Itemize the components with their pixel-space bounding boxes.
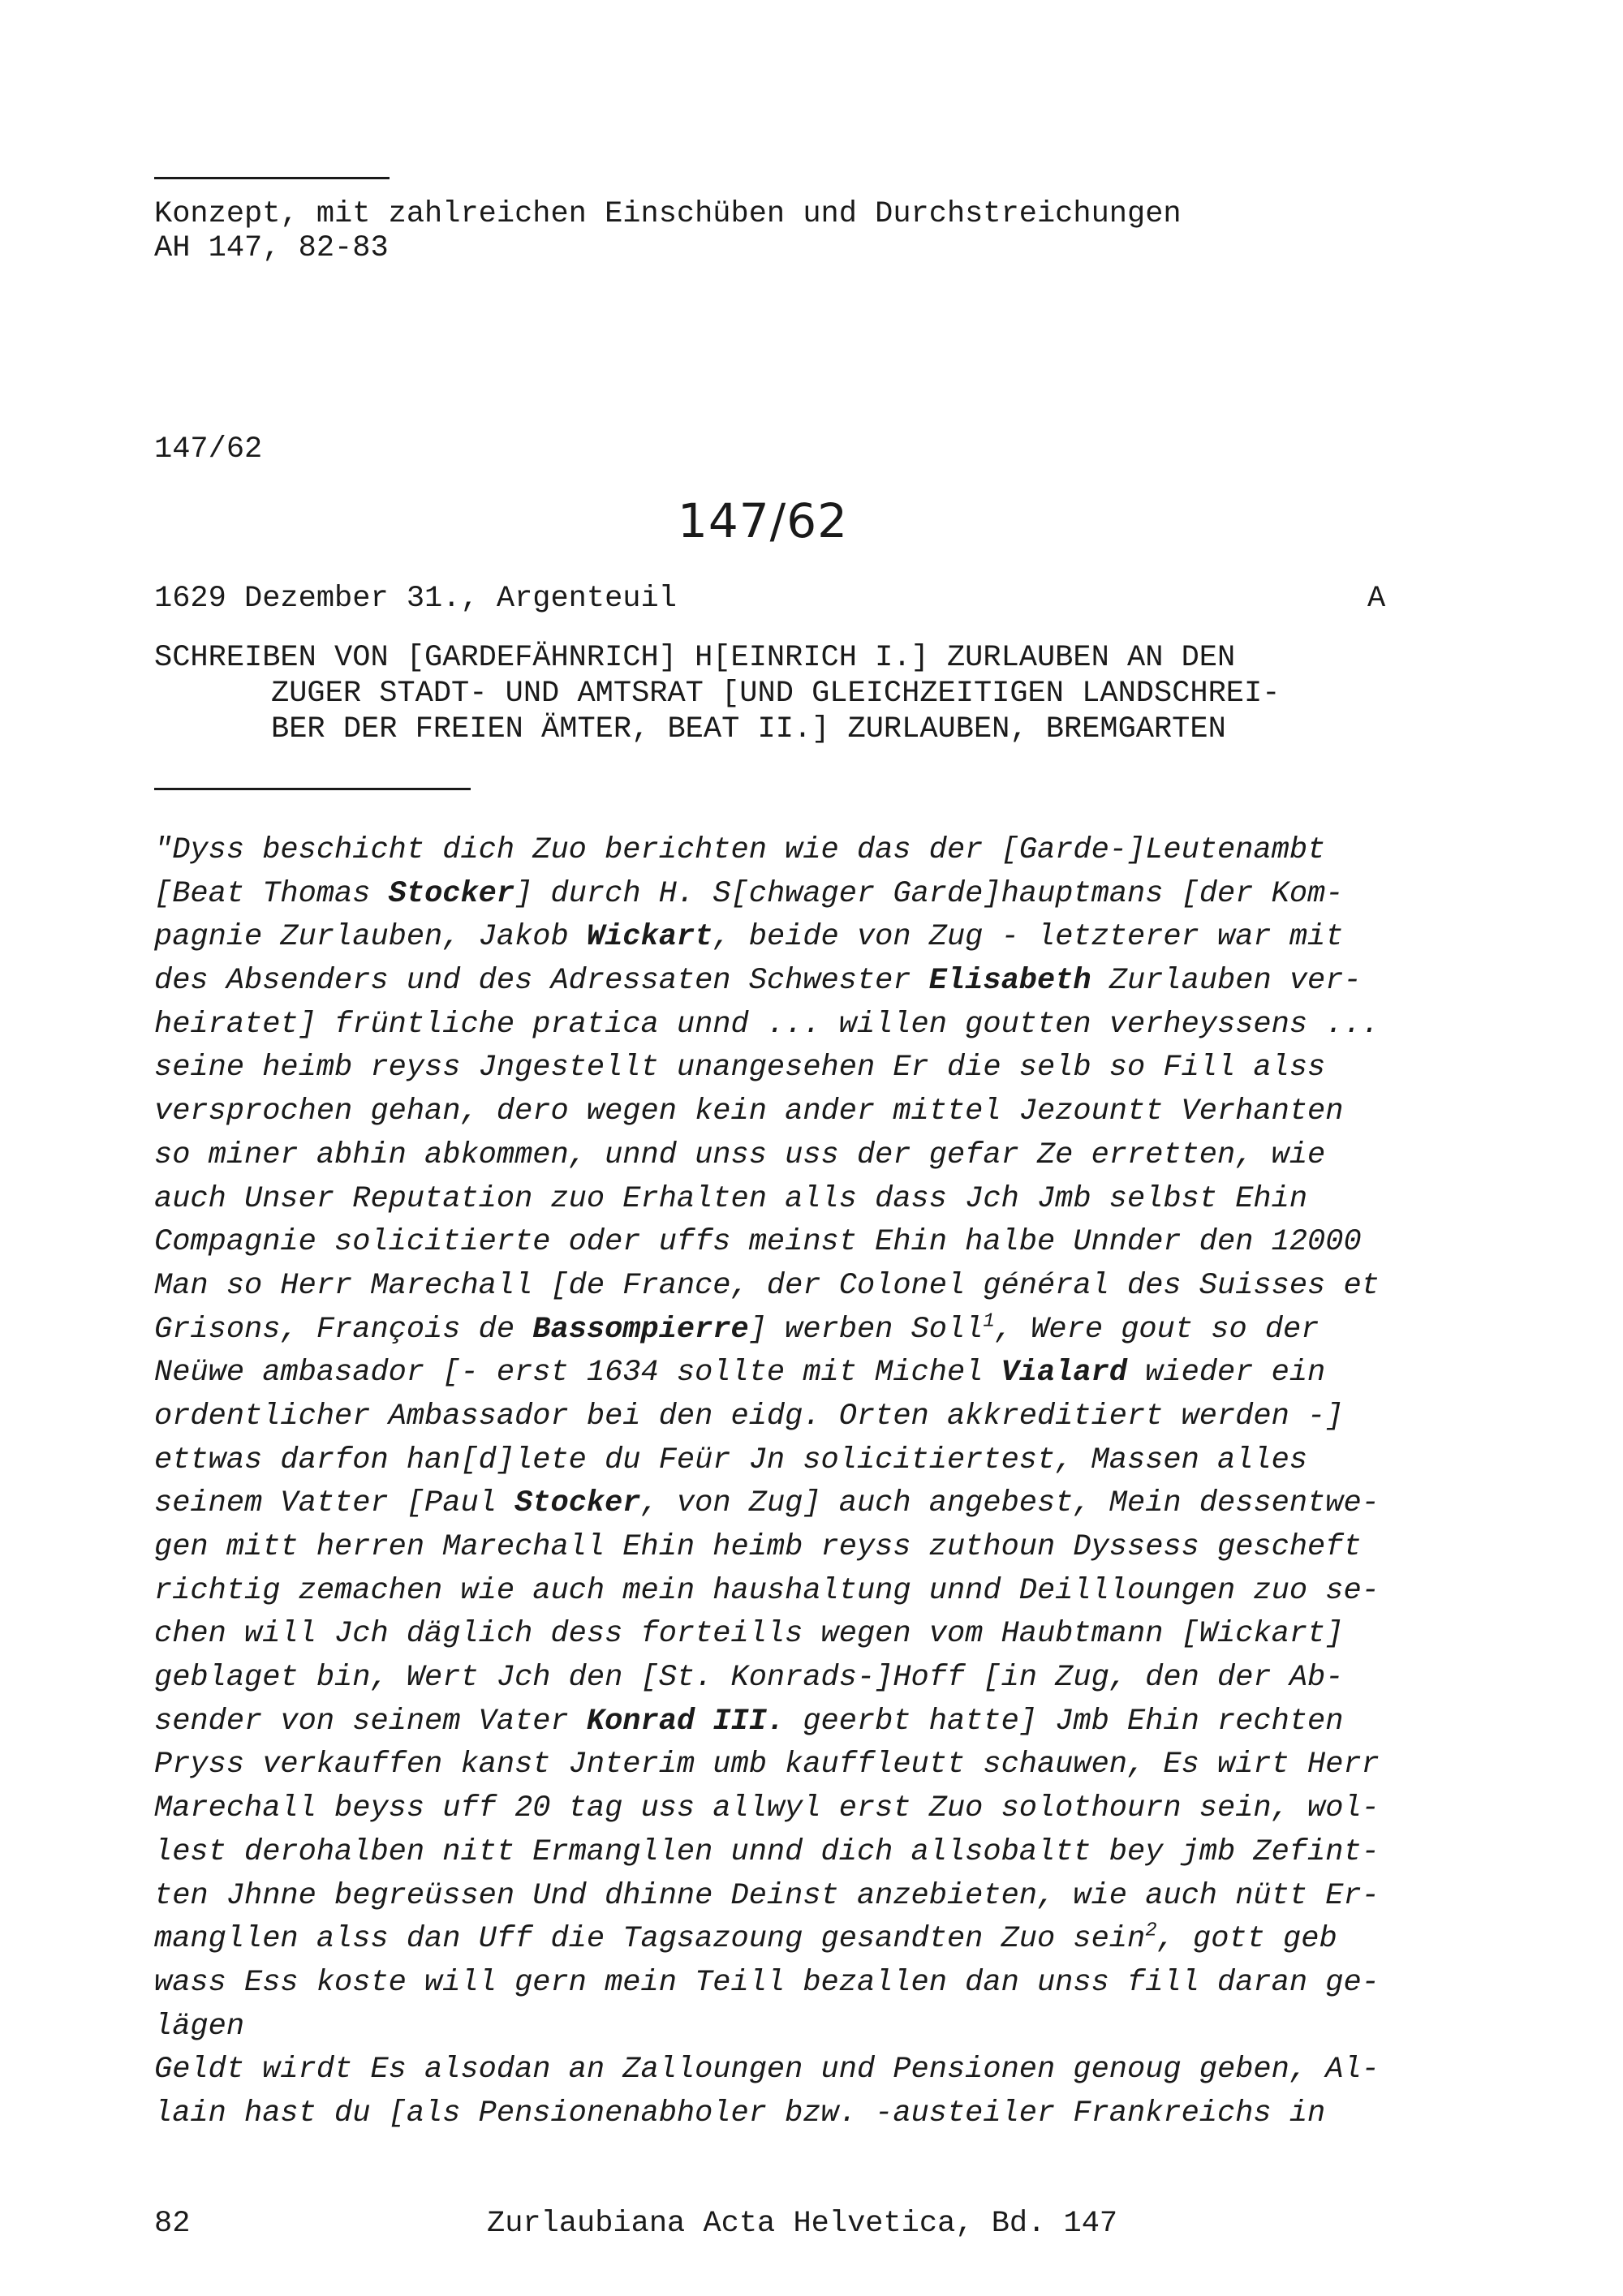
heading-line: ZUGER STADT- UND AMTSRAT [UND GLEICHZEITIGEN LANDSCHREI- — [271, 677, 1281, 711]
body-line — [154, 2006, 1420, 2049]
body-text-segment: richtig zemachen wie auch mein haushaltung unnd Deillloungen zuo se- — [154, 1573, 1380, 1608]
body-text-segment: Marechall beyss uff 20 tag uss allwyl erst Zuo solothourn sein, wol- — [154, 1791, 1380, 1826]
body-line — [154, 1918, 1420, 1962]
body-text-segment: geblaget bin, Wert Jch den [St. Konrads-]Hoff [in Zug, den der Ab- — [154, 1661, 1344, 1696]
footer-series-title: Zurlaubiana Acta Helvetica, Bd. 147 — [487, 2207, 1118, 2241]
body-line — [154, 1134, 1420, 1178]
body-text-segment: Zurlauben ver- — [1091, 964, 1362, 999]
body-line — [154, 960, 1420, 1004]
footer-page-number: 82 — [154, 2207, 191, 2241]
body-text-segment: versprochen gehan, dero wegen kein ander mittel Jezountt Verhanten — [154, 1094, 1344, 1129]
body-line — [154, 1701, 1420, 1744]
person-name: Elisabeth — [928, 964, 1091, 999]
body-line — [154, 829, 1420, 873]
body-line — [154, 916, 1420, 960]
body-text-segment: ] werben Soll — [748, 1312, 984, 1347]
body-text-segment: Grisons, François de — [154, 1312, 533, 1347]
body-text-segment: mangllen alss dan Uff die Tagsazoung gesandten Zuo sein — [154, 1922, 1146, 1957]
body-text-segment: wieder ein — [1127, 1356, 1326, 1391]
body-text-segment: Man so Herr Marechall [de France, der Colonel général des Suisses et — [154, 1268, 1380, 1303]
document-number-large: 147/62 — [677, 493, 849, 548]
body-text-segment: Geldt wirdt Es alsodan an Zalloungen und Pensionen genoug geben, Al- — [154, 2053, 1380, 2087]
footnote-marker: 1 — [983, 1310, 995, 1333]
body-text-segment: Neüwe ambasador [- erst 1634 sollte mit Michel — [154, 1356, 1001, 1391]
footnote-marker: 2 — [1145, 1920, 1157, 1942]
body-line — [154, 1482, 1420, 1526]
archive-reference: AH 147, 82-83 — [154, 231, 389, 265]
body-text-segment: lain hast du [als Pensionenabholer bzw. -austeiler Frankreichs in — [154, 2096, 1326, 2130]
person-name: Stocker — [388, 876, 515, 911]
letter-body — [154, 829, 1420, 2136]
source-note: Konzept, mit zahlreichen Einschüben und Durchstreichungen — [154, 197, 1182, 231]
body-text-segment: , beide von Zug - letzterer war mit — [712, 920, 1344, 955]
body-line — [154, 2092, 1420, 2136]
body-line — [154, 873, 1420, 917]
body-line — [154, 1657, 1420, 1701]
body-text-segment: geerbt hatte] Jmb Ehin rechten — [785, 1704, 1344, 1739]
body-line — [154, 1743, 1420, 1787]
body-text-segment: , Were gout so der — [994, 1312, 1319, 1347]
person-name: Wickart — [586, 920, 713, 955]
body-text-segment: auch Unser Reputation zuo Erhalten alls dass Jch Jmb selbst Ehin — [154, 1181, 1308, 1216]
document-marker: A — [1367, 582, 1386, 616]
body-text-segment: lägen — [154, 2009, 245, 2044]
body-text-segment: sender von seinem Vater — [154, 1704, 587, 1739]
body-line — [154, 1265, 1420, 1309]
body-text-segment: [Beat Thomas — [154, 876, 389, 911]
body-line — [154, 1787, 1420, 1831]
body-text-segment: chen will Jch däglich dess forteills wegen vom Haubtmann [Wickart] — [154, 1617, 1344, 1652]
body-line — [154, 1395, 1420, 1439]
body-line — [154, 1613, 1420, 1657]
heading-line: SCHREIBEN VON [GARDEFÄHNRICH] H[EINRICH I.] ZURLAUBEN AN DEN — [154, 641, 1236, 675]
document-heading — [154, 641, 1388, 748]
body-text-segment: , gott geb — [1156, 1922, 1337, 1957]
person-name: Stocker — [514, 1486, 641, 1521]
body-line — [154, 1178, 1420, 1222]
body-text-segment: so miner abhin abkommen, unnd unss uss der gefar Ze erretten, wie — [154, 1137, 1326, 1172]
body-line — [154, 1309, 1420, 1352]
body-text-segment: seinem Vatter [Paul — [154, 1486, 515, 1521]
body-line — [154, 1831, 1420, 1875]
body-line — [154, 2049, 1420, 2092]
body-text-segment: , von Zug] auch angebest, Mein dessentwe- — [640, 1486, 1380, 1521]
body-text-segment: ettwas darfon han[d]lete du Feür Jn solicitiertest, Massen alles — [154, 1443, 1308, 1477]
body-line — [154, 1962, 1420, 2006]
body-line — [154, 1004, 1420, 1047]
body-text-segment: gen mitt herren Marechall Ehin heimb reyss zuthoun Dyssess gescheft — [154, 1530, 1362, 1564]
date-place: 1629 Dezember 31., Argenteuil — [154, 582, 677, 616]
body-text-segment: ] durch H. S[chwager Garde]hauptmans [der Kom- — [514, 876, 1344, 911]
body-text-segment: wass Ess koste will gern mein Teill bezallen dan unss fill daran ge- — [154, 1965, 1380, 2000]
body-text-segment: heiratet] früntliche pratica unnd ... willen goutten verheyssens ... — [154, 1007, 1380, 1042]
body-text-segment: lest derohalben nitt Ermangllen unnd dich allsobaltt bey jmb Zefint- — [154, 1834, 1380, 1869]
body-text-segment: Compagnie solicitierte oder uffs meinst Ehin halbe Unnder den 12000 — [154, 1225, 1362, 1260]
body-line — [154, 1221, 1420, 1265]
body-line — [154, 1047, 1420, 1090]
body-text-segment: Pryss verkauffen kanst Jnterim umb kauffleutt schauwen, Es wirt Herr — [154, 1748, 1380, 1782]
body-line — [154, 1090, 1420, 1134]
body-text-segment: seine heimb reyss Jngestellt unangesehen Er die selb so Fill alss — [154, 1051, 1326, 1086]
body-line — [154, 1352, 1420, 1395]
person-name: Vialard — [1001, 1356, 1128, 1391]
body-line — [154, 1875, 1420, 1919]
document-number-small: 147/62 — [154, 432, 263, 467]
person-name: Bassompierre — [532, 1312, 749, 1347]
top-rule — [154, 177, 390, 179]
body-line — [154, 1570, 1420, 1614]
body-text-segment: des Absenders und des Adressaten Schwester — [154, 964, 929, 999]
body-text-segment: "Dyss beschicht dich Zuo berichten wie das der [Garde-]Leutenambt — [154, 833, 1326, 867]
body-text-segment: ten Jhnne begreüssen Und dhinne Deinst anzebieten, wie auch nütt Er- — [154, 1878, 1380, 1913]
body-line — [154, 1439, 1420, 1483]
person-name: Konrad III. — [586, 1704, 786, 1739]
body-line — [154, 1526, 1420, 1570]
body-text-segment: pagnie Zurlauben, Jakob — [154, 920, 587, 955]
body-text-segment: ordentlicher Ambassador bei den eidg. Orten akkreditiert werden -] — [154, 1399, 1344, 1434]
heading-line: BER DER FREIEN ÄMTER, BEAT II.] ZURLAUBEN, BREMGARTEN — [271, 712, 1226, 746]
heading-rule — [154, 788, 471, 790]
